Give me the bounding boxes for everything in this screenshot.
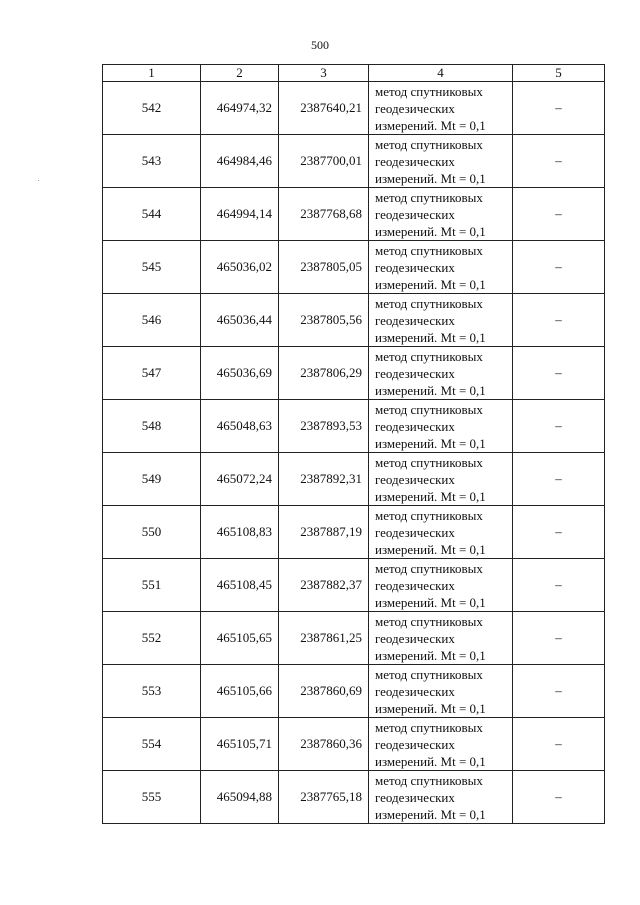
x-coordinate-cell: 465094,88 [201,771,279,824]
method-line: геодезических [375,524,455,540]
table-row [103,559,605,612]
table-row [103,82,605,135]
table-header [103,65,605,82]
y-coordinate-cell: 2387805,05 [279,241,369,294]
y-coordinate-cell: 2387765,18 [279,771,369,824]
x-coordinate-cell: 465072,24 [201,453,279,506]
method-line: метод спутниковых [375,666,483,682]
note-cell: – [513,82,605,135]
note-cell: – [513,718,605,771]
x-coordinate-cell: 464974,32 [201,82,279,135]
method-line: метод спутниковых [375,613,483,629]
method-line: измерений. Mt = 0,1 [375,382,486,398]
x-coordinate-cell: 464994,14 [201,188,279,241]
point-number-cell: 552 [103,612,201,665]
point-number-cell: 549 [103,453,201,506]
y-coordinate-cell: 2387893,53 [279,400,369,453]
point-number-cell: 555 [103,771,201,824]
y-coordinate-cell: 2387861,25 [279,612,369,665]
y-coordinate-cell: 2387892,31 [279,453,369,506]
y-coordinate-cell: 2387768,68 [279,188,369,241]
header-col-1: 1 [103,65,201,82]
x-coordinate-cell: 465036,44 [201,294,279,347]
method-line: измерений. Mt = 0,1 [375,276,486,292]
note-cell: – [513,453,605,506]
note-cell: – [513,612,605,665]
method-line: измерений. Mt = 0,1 [375,541,486,557]
note-cell: – [513,241,605,294]
method-cell [369,453,513,506]
y-coordinate-cell: 2387640,21 [279,82,369,135]
header-col-2: 2 [201,65,279,82]
note-cell: – [513,771,605,824]
method-line: метод спутниковых [375,772,483,788]
y-coordinate-cell: 2387805,56 [279,294,369,347]
method-line: измерений. Mt = 0,1 [375,647,486,663]
method-line: измерений. Mt = 0,1 [375,170,486,186]
method-line: метод спутниковых [375,560,483,576]
table-row [103,347,605,400]
header-col-5: 5 [513,65,605,82]
point-number-cell: 554 [103,718,201,771]
method-line: измерений. Mt = 0,1 [375,329,486,345]
method-cell [369,665,513,718]
method-line: метод спутниковых [375,242,483,258]
table-row [103,294,605,347]
table-row [103,241,605,294]
method-line: метод спутниковых [375,719,483,735]
table-row [103,718,605,771]
table-row [103,506,605,559]
y-coordinate-cell: 2387882,37 [279,559,369,612]
point-number-cell: 543 [103,135,201,188]
method-line: метод спутниковых [375,83,483,99]
y-coordinate-cell: 2387860,69 [279,665,369,718]
header-col-3: 3 [279,65,369,82]
method-cell [369,188,513,241]
point-number-cell: 548 [103,400,201,453]
method-line: измерений. Mt = 0,1 [375,700,486,716]
note-cell: – [513,135,605,188]
point-number-cell: 545 [103,241,201,294]
method-line: метод спутниковых [375,401,483,417]
method-line: геодезических [375,471,455,487]
table-row [103,400,605,453]
note-cell: – [513,665,605,718]
method-line: геодезических [375,365,455,381]
method-cell [369,347,513,400]
method-line: геодезических [375,736,455,752]
point-number-cell: 550 [103,506,201,559]
note-cell: – [513,294,605,347]
method-line: измерений. Mt = 0,1 [375,117,486,133]
scan-speck [38,180,39,181]
point-number-cell: 546 [103,294,201,347]
method-line: геодезических [375,259,455,275]
table-row [103,665,605,718]
coordinates-table [102,64,605,824]
x-coordinate-cell: 465105,65 [201,612,279,665]
method-cell [369,559,513,612]
x-coordinate-cell: 465048,63 [201,400,279,453]
y-coordinate-cell: 2387860,36 [279,718,369,771]
x-coordinate-cell: 465108,45 [201,559,279,612]
method-line: геодезических [375,206,455,222]
method-line: геодезических [375,153,455,169]
note-cell: – [513,400,605,453]
method-line: метод спутниковых [375,507,483,523]
table-row [103,771,605,824]
x-coordinate-cell: 465036,02 [201,241,279,294]
note-cell: – [513,506,605,559]
method-line: геодезических [375,312,455,328]
method-cell [369,294,513,347]
method-line: метод спутниковых [375,454,483,470]
method-line: геодезических [375,789,455,805]
page-number: 500 [311,38,329,52]
x-coordinate-cell: 465105,71 [201,718,279,771]
method-line: метод спутниковых [375,189,483,205]
y-coordinate-cell: 2387700,01 [279,135,369,188]
method-line: геодезических [375,577,455,593]
table-body [103,82,605,824]
x-coordinate-cell: 465108,83 [201,506,279,559]
point-number-cell: 542 [103,82,201,135]
method-cell [369,135,513,188]
method-cell [369,241,513,294]
table-row [103,453,605,506]
header-row [103,65,605,82]
x-coordinate-cell: 465036,69 [201,347,279,400]
method-line: измерений. Mt = 0,1 [375,806,486,822]
note-cell: – [513,188,605,241]
method-line: метод спутниковых [375,136,483,152]
method-line: метод спутниковых [375,348,483,364]
point-number-cell: 553 [103,665,201,718]
method-cell [369,718,513,771]
method-line: измерений. Mt = 0,1 [375,435,486,451]
header-col-4: 4 [369,65,513,82]
method-line: геодезических [375,100,455,116]
table-row [103,135,605,188]
method-cell [369,612,513,665]
method-line: измерений. Mt = 0,1 [375,223,486,239]
note-cell: – [513,347,605,400]
method-cell [369,771,513,824]
point-number-cell: 544 [103,188,201,241]
x-coordinate-cell: 464984,46 [201,135,279,188]
x-coordinate-cell: 465105,66 [201,665,279,718]
method-line: измерений. Mt = 0,1 [375,753,486,769]
table-row [103,188,605,241]
method-line: измерений. Mt = 0,1 [375,594,486,610]
method-line: геодезических [375,630,455,646]
method-line: геодезических [375,683,455,699]
note-cell: – [513,559,605,612]
point-number-cell: 547 [103,347,201,400]
method-cell [369,400,513,453]
method-cell [369,82,513,135]
method-line: геодезических [375,418,455,434]
method-line: измерений. Mt = 0,1 [375,488,486,504]
y-coordinate-cell: 2387806,29 [279,347,369,400]
point-number-cell: 551 [103,559,201,612]
method-cell [369,506,513,559]
method-line: метод спутниковых [375,295,483,311]
table-row [103,612,605,665]
y-coordinate-cell: 2387887,19 [279,506,369,559]
